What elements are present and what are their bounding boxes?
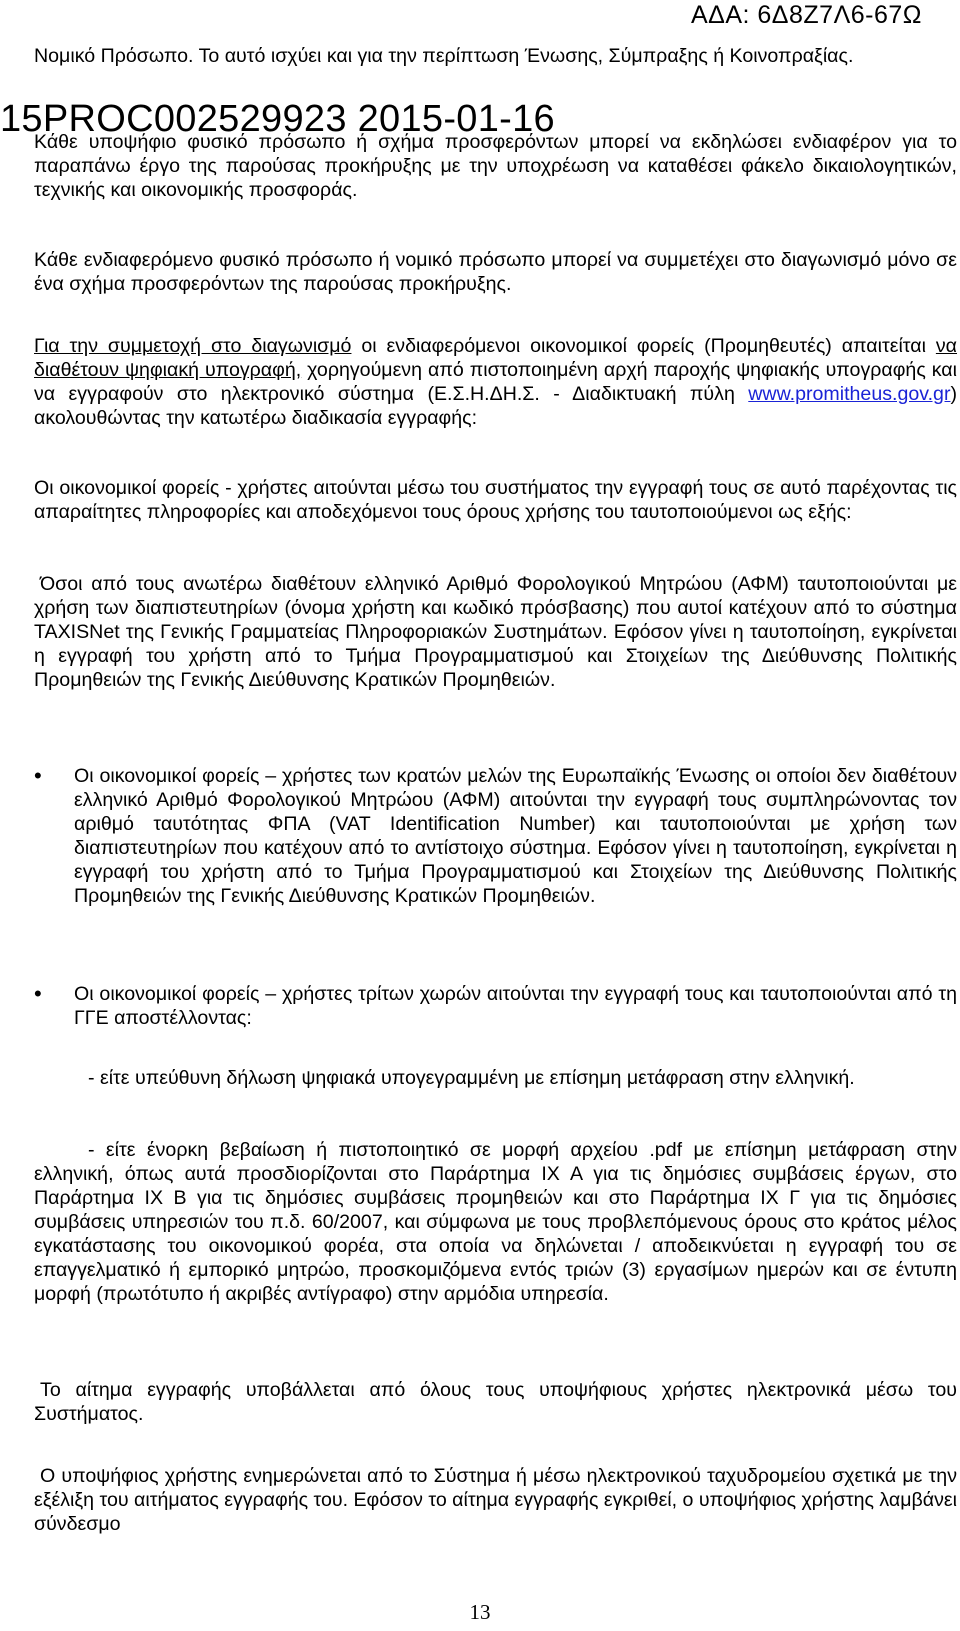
paragraph-text: Το αίτημα εγγραφής υποβάλλεται από όλους τους υποψήφιους χρήστες ηλεκτρονικά μέσω του Συστήματος. [34, 1379, 957, 1425]
paragraph-text: Κάθε ενδιαφερόμενο φυσικό πρόσωπο ή νομικό πρόσωπο μπορεί να συμμετέχει στο διαγωνισμό μόνο σε ένα σχήμα προσφερόντων της παρούσας προκήρυξης. [34, 249, 957, 295]
paragraph-text: - είτε ένορκη βεβαίωση ή πιστοποιητικό σε μορφή αρχείου .pdf με επίσημη μετάφραση στην ελληνική, όπως αυτά προσδιορίζονται στο Παράρτημα IX A για τις δημόσιες συμβάσεις έργων, στο Παράρτημα IX B για τις δημόσιες συμβάσεις προμηθειών και στο Παράρτημα IX Γ για τις δημόσιες συμβάσεις υπηρεσιών του π.δ. 60/2007, και σύμφωνα με τους προβλεπόμενους όρους στο κράτος μέλος εγκατάστασης του οικονομικού φορέα, στα οποία να δηλώνεται / αποδεικνύεται η εγγραφή του σε επαγγελματικό ή εμπορικό μητρώο, προσκομιζόμενα εντός τριών (3) εργασίμων ημερών και σε έντυπη μορφή (πρωτότυπο ή ακριβές αντίγραφο) στην αρμόδια υπηρεσία. [34, 1139, 957, 1305]
paragraph-dash-declaration [34, 1066, 957, 1090]
bullet-icon: • [34, 981, 42, 1006]
paragraph-text [34, 334, 957, 430]
promitheus-link[interactable]: www.promitheus.gov.gr [748, 383, 951, 405]
paragraph-text: Όσοι από τους ανωτέρω διαθέτουν ελληνικό Αριθμό Φορολογικού Μητρώου (ΑΦΜ) ταυτοποιούνται με χρήση των διαπιστευτηρίων (όνομα χρήστη και κωδικό πρόσβασης) που αυτοί κατέχουν από το σύστημα TAXISNet της Γενικής Γραμματείας Πληροφοριακών Συστημάτων. Εφόσον γίνει η ταυτοποίηση, εγκρίνεται η εγγραφή του χρήστη από το Τμήμα Προγραμματισμού και Στοιχείων της Διεύθυνσης Πολιτικής Προμηθειών της Γενικής Διεύθυνσης Κρατικών Προμηθειών. [34, 573, 957, 691]
paragraph-eligibility [34, 130, 957, 202]
text-span: ) ακολουθώντας την κατωτέρω διαδικασία εγγραφής: [34, 383, 957, 429]
page-number: 13 [469, 1600, 491, 1624]
list-item [34, 982, 957, 1030]
paragraph-legal-entity [34, 44, 957, 68]
list-item-text: Οι οικονομικοί φορείς – χρήστες τρίτων χωρών αιτούνται την εγγραφή τους και ταυτοποιούνται από τη ΓΓΕ αποστέλλοντας: [74, 983, 957, 1029]
paragraph-text: - είτε υπεύθυνη δήλωση ψηφιακά υπογεγραμμένη με επίσημη μετάφραση στην ελληνική. [88, 1067, 855, 1089]
list-item [34, 764, 957, 908]
paragraph-dash-affidavit [34, 1138, 957, 1306]
paragraph-afm-holders [34, 572, 957, 692]
paragraph-text: Ο υποψήφιος χρήστης ενημερώνεται από το Σύστημα ή μέσω ηλεκτρονικού ταχυδρομείου σχετικά με την εξέλιξη του αιτήματος εγγραφής του. Εφόσον το αίτημα εγγραφής εγκριθεί, ο υποψήφιος χρήστης λαμβάνει σύνδεσμο [34, 1465, 957, 1535]
paragraph-digital-signature [34, 334, 957, 430]
list-item-text: Οι οικονομικοί φορείς – χρήστες των κρατών μελών της Ευρωπαϊκής Ένωσης οι οποίοι δεν διαθέτουν ελληνικό Αριθμό Φορολογικού Μητρώου (ΑΦΜ) αιτούνται την εγγραφή τους συμπληρώνοντας τον αριθμό ταυτότητας ΦΠΑ (VAT Identification Number) και ταυτοποιούνται με χρήση των διαπιστευτηρίων που κατέχουν από το αντίστοιχο σύστημα. Εφόσον γίνει η ταυτοποίηση, εγκρίνεται η εγγραφή του χρήστη από το Τμήμα Προγραμματισμού και Στοιχείων της Διεύθυνσης Πολιτικής Προμηθειών της Γενικής Διεύθυνσης Κρατικών Προμηθειών. [74, 765, 957, 907]
bullet-icon: • [34, 763, 42, 788]
protocol-stamp: 15PROC002529923 2015-01-16 [0, 98, 555, 140]
underlined-phrase: Για την συμμετοχή στο διαγωνισμό [34, 335, 352, 357]
paragraph-notification [34, 1464, 957, 1536]
paragraph-registration [34, 476, 957, 524]
paragraph-text: Κάθε υποψήφιο φυσικό πρόσωπο ή σχήμα προσφερόντων μπορεί να εκδηλώσει ενδιαφέρον για το παραπάνω έργο της παρούσας προκήρυξης με την υποχρέωση να καταθέσει φάκελο δικαιολογητικών, τεχνικής και οικονομικής προσφοράς. [34, 131, 957, 201]
paragraph-text: Νομικό Πρόσωπο. Το αυτό ισχύει και για την περίπτωση Ένωσης, Σύμπραξης ή Κοινοπραξίας. [34, 45, 854, 67]
text-span: χορηγούμενη από πιστοποιημένη αρχή παροχής ψηφιακής υπογραφής και να εγγραφούν στο ηλεκτρονικό σύστημα (Ε.Σ.Η.ΔΗ.Σ. - Διαδικτυακή πύλη [34, 359, 957, 405]
paragraph-submission [34, 1378, 957, 1426]
underlined-phrase: να διαθέτουν ψηφιακή υπογραφή, [34, 335, 957, 381]
paragraph-text: Οι οικονομικοί φορείς - χρήστες αιτούνται μέσω του συστήματος την εγγραφή τους σε αυτό παρέχοντας τις απαραίτητες πληροφορίες και αποδεχόμενοι τους όρους χρήσης του ταυτοποιούμενοι ως εξής: [34, 477, 957, 523]
ada-code: ΑΔΑ: 6Δ8Ζ7Λ6-67Ω [690, 1, 922, 29]
text-span: οι ενδιαφερόμενοι οικονομικοί φορείς (Προμηθευτές) απαιτείται [351, 335, 936, 357]
paragraph-single-scheme [34, 248, 957, 296]
